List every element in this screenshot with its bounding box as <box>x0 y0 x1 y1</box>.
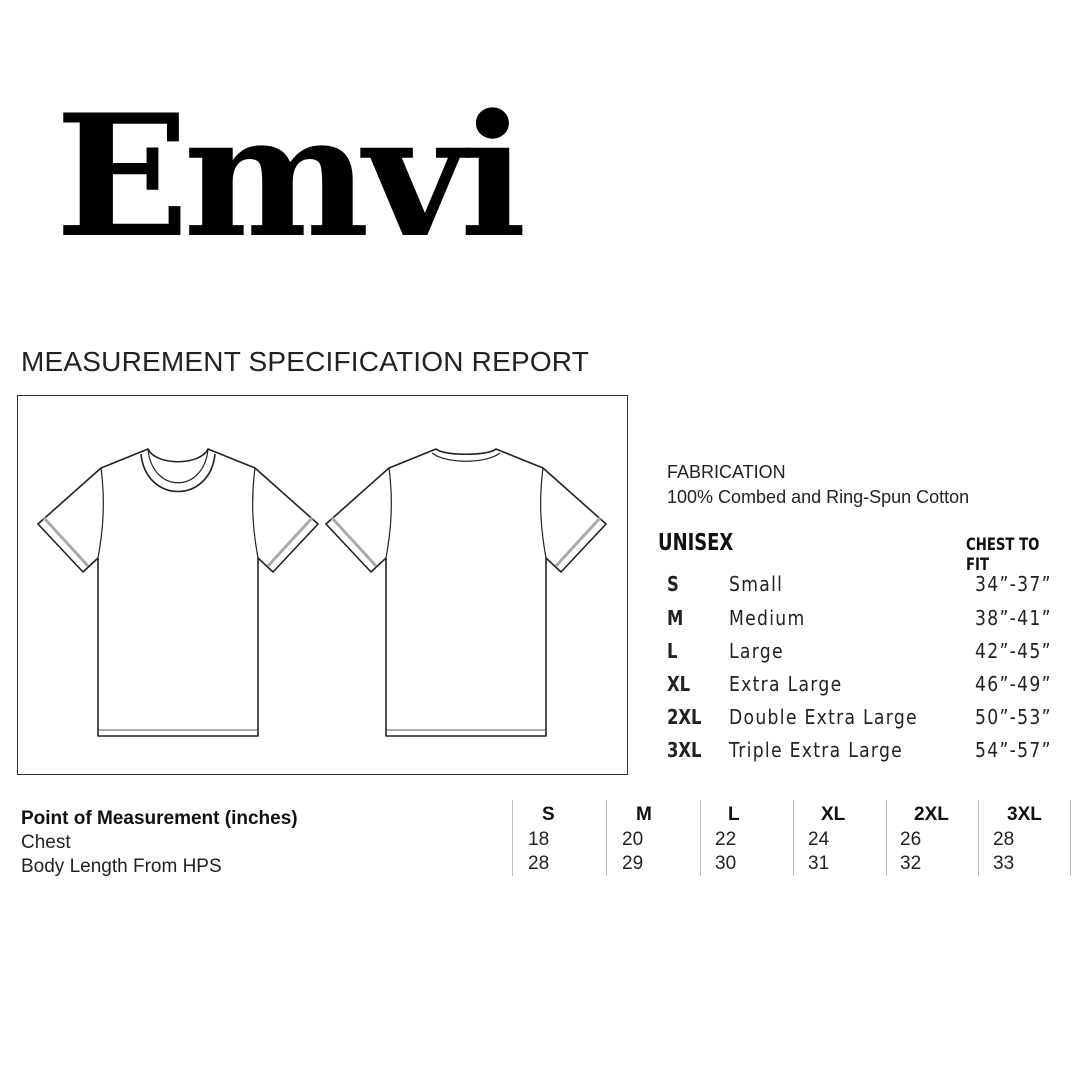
column-divider <box>978 800 979 876</box>
column-header: S <box>542 804 555 825</box>
measurement-row-label: Body Length From HPS <box>21 856 222 877</box>
size-name: Triple Extra Large <box>729 738 904 762</box>
chest-range: 34”-37” <box>975 572 1052 596</box>
measurement-table-heading: Point of Measurement (inches) <box>21 808 298 829</box>
table-cell: 31 <box>808 853 830 874</box>
chest-range: 46”-49” <box>975 672 1052 696</box>
table-cell: 28 <box>993 829 1015 850</box>
column-header: 3XL <box>1007 804 1042 825</box>
table-cell: 32 <box>900 853 922 874</box>
size-code: XL <box>667 672 691 696</box>
size-row <box>0 738 1080 772</box>
table-cell: 29 <box>622 853 644 874</box>
column-header: M <box>636 804 652 825</box>
table-cell: 20 <box>622 829 644 850</box>
size-name: Small <box>729 572 784 596</box>
chest-range: 42”-45” <box>975 639 1052 663</box>
table-cell: 33 <box>993 853 1015 874</box>
table-cell: 22 <box>715 829 737 850</box>
column-header: XL <box>821 804 846 825</box>
size-code: 2XL <box>667 705 702 729</box>
size-name: Extra Large <box>729 672 843 696</box>
column-divider <box>886 800 887 876</box>
size-code: 3XL <box>667 738 702 762</box>
table-cell: 28 <box>528 853 550 874</box>
size-name: Double Extra Large <box>729 705 918 729</box>
size-code: L <box>667 639 678 663</box>
column-divider <box>1070 800 1071 876</box>
size-code: M <box>667 606 684 630</box>
size-code: S <box>667 572 679 596</box>
size-guide-heading: UNISEX <box>658 530 734 556</box>
table-cell: 24 <box>808 829 830 850</box>
fabrication-material: 100% Combed and Ring-Spun Cotton <box>667 487 970 507</box>
chest-range: 50”-53” <box>975 705 1052 729</box>
size-name: Medium <box>729 606 806 630</box>
fabrication-heading: FABRICATION <box>667 462 786 482</box>
column-divider <box>793 800 794 876</box>
fabrication-block <box>667 460 969 510</box>
table-cell: 26 <box>900 829 922 850</box>
size-row <box>0 672 1080 706</box>
size-row <box>0 606 1080 640</box>
brand-logo: Emvi <box>55 77 521 275</box>
size-name: Large <box>729 639 784 663</box>
column-divider <box>606 800 607 876</box>
table-cell: 18 <box>528 829 550 850</box>
size-row <box>0 572 1080 606</box>
measurement-row-label: Chest <box>21 832 71 853</box>
column-divider <box>512 800 513 876</box>
table-cell: 30 <box>715 853 737 874</box>
column-divider <box>700 800 701 876</box>
size-row <box>0 705 1080 739</box>
chest-range: 38”-41” <box>975 606 1052 630</box>
report-title: MEASUREMENT SPECIFICATION REPORT <box>21 346 590 377</box>
column-header: 2XL <box>914 804 949 825</box>
column-header: L <box>728 804 740 825</box>
chest-range: 54”-57” <box>975 738 1052 762</box>
chest-to-fit-heading: CHEST TO FIT <box>966 535 1040 575</box>
size-row <box>0 639 1080 673</box>
